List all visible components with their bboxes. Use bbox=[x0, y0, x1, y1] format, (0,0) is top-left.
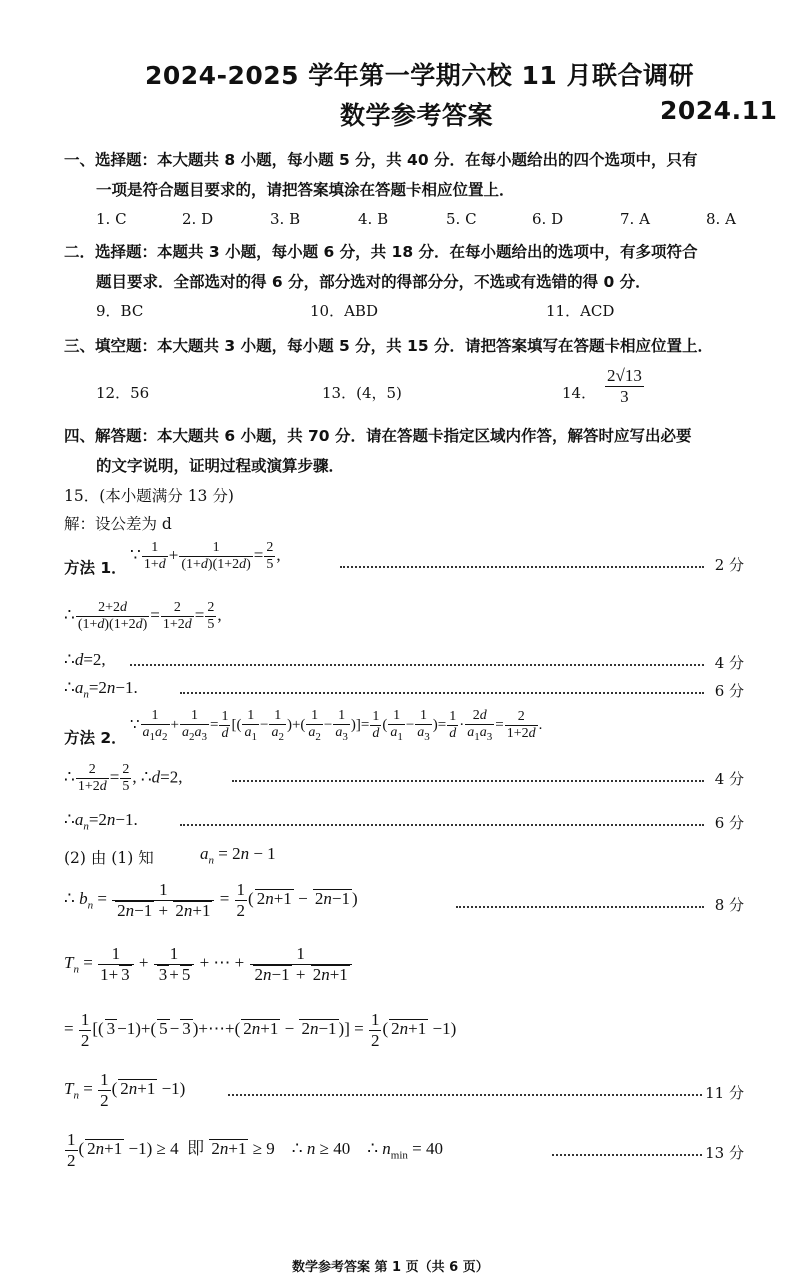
final-inequality: $\frac{1}{2}$ ( 2n+1 −1) ≥ 4 即 2n+1 ≥ 9 ∴ n ≥ 40 ∴ $n_{min} = 40$ bbox=[67, 1130, 443, 1170]
leader-dots bbox=[180, 692, 704, 694]
answer-2: 2. D bbox=[182, 210, 214, 228]
part-2-given: $a_n = 2n - 1$ bbox=[200, 844, 276, 867]
score-6a: 6 分 bbox=[714, 682, 744, 700]
score-13: 13 分 bbox=[705, 1144, 744, 1162]
bn-formula: ∴ $b_n$ = $\frac{1}{2n-1 + 2n+1}$ = $\frac{1}{2}$ ( 2n+1 − 2n−1 ) bbox=[64, 880, 358, 920]
exam-title: 2024-2025 学年第一学期六校 11 月联合调研 bbox=[145, 61, 694, 90]
score-4b: 4 分 bbox=[714, 770, 744, 788]
leader-dots bbox=[180, 824, 704, 826]
method-2-step2: ∴ $\frac{2}{1+2d}$ = $\frac{2}{5}$ , ∴d=2, bbox=[64, 762, 183, 795]
tn-result: $T_n$ = $\frac{1}{2}$ ( 2n+1 −1) bbox=[64, 1070, 186, 1110]
answer-13: 13．(4，5) bbox=[322, 384, 402, 402]
section-two-line2: 题目要求．全部选对的得 6 分，部分选对的得部分分，不选或有选错的得 0 分． bbox=[96, 273, 651, 291]
answer-14-denominator: 3 bbox=[620, 386, 629, 406]
answer-10: 10．ABD bbox=[310, 302, 378, 320]
section-two-line1: 二．选择题：本题共 3 小题，每小题 6 分，共 18 分．在每小题给出的选项中，有多项符合 bbox=[64, 243, 698, 261]
method-2-equation: ∵ $\frac{1}{a_1a_2}$ + $\frac{1}{a_2a_3}$ = $\frac{1}{d}$ [( $\frac{1}{a_1}$ − $\frac{1}{a_2}$ )+( $\frac{1}{a_2}$ − $\frac{1}{a_3}$ )]= $\frac{1}{d}$ ( $\frac{1}{a_1}$ − $\frac{1}{a_3}$ )= $\frac{1}{d}$ · $\frac{2d}{a_1a_3}$ = $\frac{2}{1+2d}$ . bbox=[130, 708, 543, 743]
part-2-label: (2) 由 (1) 知 bbox=[64, 849, 154, 867]
answer-7: 7. A bbox=[620, 210, 650, 228]
method-1-step2: ∴ $\frac{2+2d}{(1+d)(1+2d)}$ = $\frac{2}{1+2d}$ = $\frac{2}{5}$ , bbox=[64, 600, 222, 633]
answer-12: 12．56 bbox=[96, 384, 150, 402]
answer-14-label: 14． bbox=[562, 384, 597, 402]
answer-9: 9．BC bbox=[96, 302, 144, 320]
leader-dots bbox=[130, 664, 704, 666]
q15-intro: 解：设公差为 d bbox=[64, 515, 172, 533]
method-2-label: 方法 2． bbox=[64, 729, 127, 747]
method-2-step3: $\therefore a_n=2n-1$. bbox=[64, 810, 138, 833]
answer-14-fraction bbox=[604, 366, 645, 406]
answer-11: 11．ACD bbox=[546, 302, 615, 320]
page-subtitle: 数学参考答案 bbox=[340, 101, 494, 130]
answer-6: 6. D bbox=[532, 210, 564, 228]
page-footer: 数学参考答案 第 1 页（共 6 页） bbox=[292, 1260, 489, 1275]
leader-dots bbox=[232, 780, 704, 782]
leader-dots bbox=[228, 1094, 702, 1096]
score-11: 11 分 bbox=[705, 1084, 744, 1102]
score-4a: 4 分 bbox=[714, 654, 744, 672]
method-1-step4: $\therefore a_n=2n-1$. bbox=[64, 678, 138, 701]
tn-telescope: = $\frac{1}{2}$ [( 3 −1)+( 5 − 3 )+⋯+( 2n+1 − 2n−1 )] = $\frac{1}{2}$ ( 2n+1 −1) bbox=[64, 1010, 457, 1050]
q15-heading: 15．(本小题满分 13 分) bbox=[64, 487, 234, 505]
section-three-line1: 三、填空题：本大题共 3 小题，每小题 5 分，共 15 分．请把答案填写在答题卡相应位置上． bbox=[64, 337, 714, 355]
leader-dots bbox=[340, 566, 704, 568]
score-8: 8 分 bbox=[714, 896, 744, 914]
answer-3: 3. B bbox=[270, 210, 301, 228]
section-four-line2: 的文字说明，证明过程或演算步骤． bbox=[96, 457, 345, 475]
answer-4: 4. B bbox=[358, 210, 389, 228]
answer-8: 8. A bbox=[706, 210, 736, 228]
section-one-line2: 一项是符合题目要求的，请把答案填涂在答题卡相应位置上． bbox=[96, 181, 515, 199]
answer-5: 5. C bbox=[446, 210, 477, 228]
answer-1: 1. C bbox=[96, 210, 127, 228]
method-1-step3: ∴d=2, bbox=[64, 650, 106, 669]
section-one-line1: 一、选择题：本大题共 8 小题，每小题 5 分，共 40 分．在每小题给出的四个选项中，只有 bbox=[64, 151, 698, 169]
score-2: 2 分 bbox=[714, 556, 744, 574]
leader-dots bbox=[552, 1154, 702, 1156]
score-6b: 6 分 bbox=[714, 814, 744, 832]
answer-14-numerator: 2√13 bbox=[607, 366, 642, 385]
leader-dots bbox=[456, 906, 704, 908]
method-1-label: 方法 1． bbox=[64, 559, 127, 577]
method-1-equation: ∵ $\frac{1}{1+d}$ + $\frac{1}{(1+d)(1+2d)}$ = $\frac{2}{5}$ , bbox=[130, 540, 281, 573]
date-label: 2024.11 bbox=[660, 96, 778, 125]
tn-sum: $T_n$ = $\frac{1}{1+ 3}$ + $\frac{1}{3 + 5}$ + ⋯ + $\frac{1}{2n-1 + 2n+1}$ bbox=[64, 944, 353, 984]
section-four-line1: 四、解答题：本大题共 6 小题，共 70 分．请在答题卡指定区域内作答，解答时应写出必要 bbox=[64, 427, 692, 445]
